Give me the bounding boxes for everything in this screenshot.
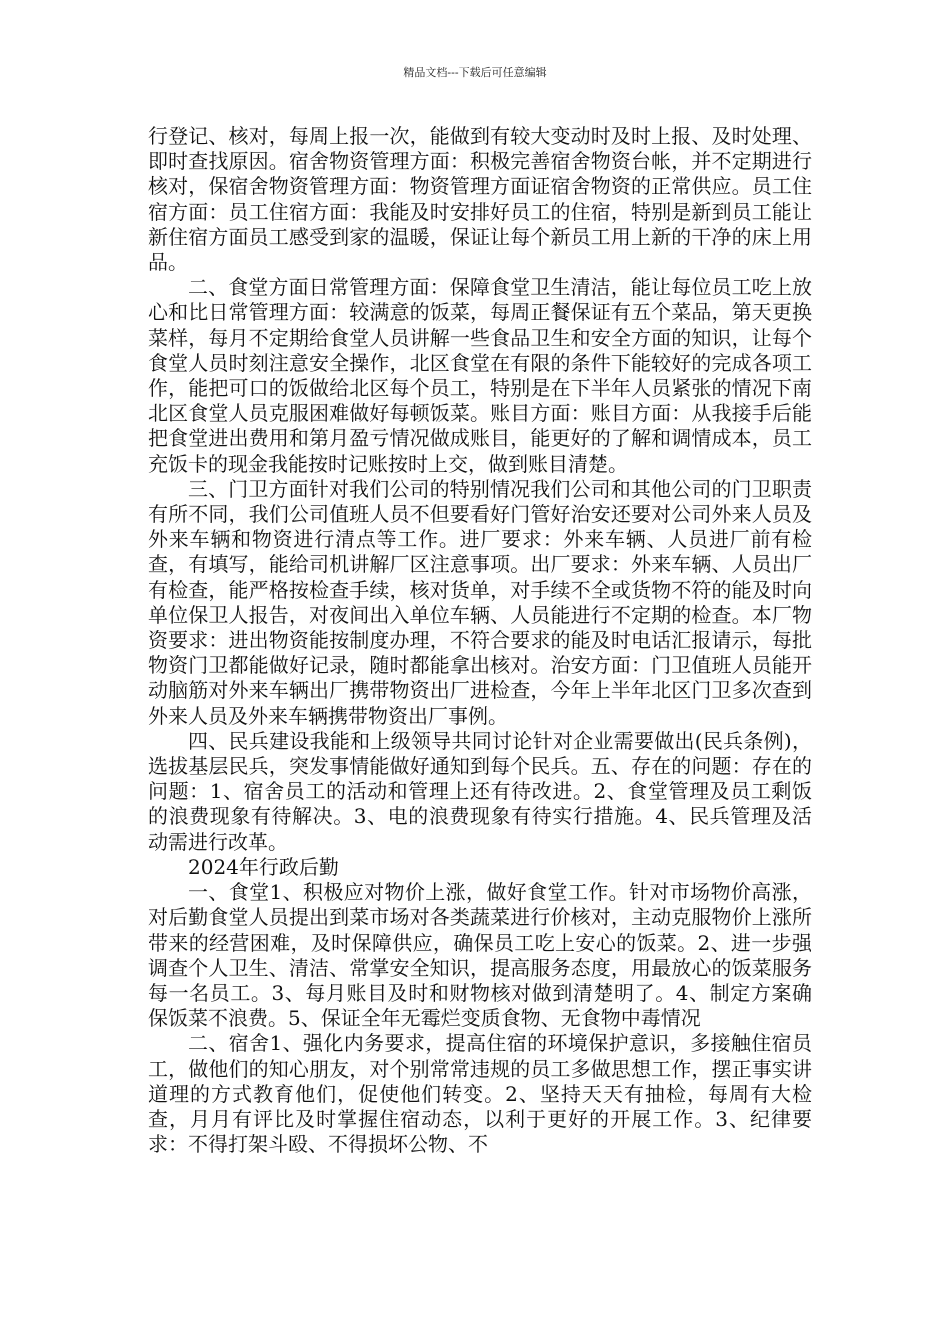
- page-header: 精品文档---下载后可任意编辑: [403, 66, 547, 79]
- document-body: [148, 124, 812, 1157]
- paragraph-gatekeeping: 三、门卫方面针对我们公司的特别情况我们公司和其他公司的门卫职责有所不同，我们公司值班人员不但要看好门管好治安还要对公司外来人员及外来车辆和物资进行清点等工作。进厂要求：外来车辆、人员进厂前有检查，有填写，能给司机讲解厂区注意事项。出厂要求：外来车辆、人员出厂有检查，能严格按检查手续，核对货单，对手续不全或货物不符的能及时向单位保卫人报告，对夜间出入单位车辆、人员能进行不定期的检查。本厂物资要求：进出物资能按制度办理，不符合要求的能及时电话汇报请示，每批物资门卫都能做好记录，随时都能拿出核对。治安方面：门卫值班人员能开动脑筋对外来车辆出厂携带物资出厂进检查，今年上半年北区门卫多次查到外来人员及外来车辆携带物资出厂事例。: [148, 476, 812, 728]
- paragraph-militia-issues: 四、民兵建设我能和上级领导共同讨论针对企业需要做出(民兵条例)，选拔基层民兵，突发事情能做好通知到每个民兵。五、存在的问题：存在的问题：1、宿舍员工的活动和管理上还有待改进。2、食堂管理及员工剩饭的浪费现象有待解决。3、电的浪费现象有待实行措施。4、民兵管理及活动需进行改革。: [148, 728, 812, 854]
- paragraph-plan-canteen: 一、食堂1、积极应对物价上涨，做好食堂工作。针对市场物价高涨，对后勤食堂人员提出到菜市场对各类蔬菜进行价核对，主动克服物价上涨所带来的经营困难，及时保障供应，确保员工吃上安心的饭菜。2、进一步强调查个人卫生、清洁、常掌安全知识，提高服务态度，用最放心的饭菜服务每一名员工。3、每月账目及时和财物核对做到清楚明了。4、制定方案确保饭菜不浪费。5、保证全年无霉烂变质食物、无食物中毒情况: [148, 880, 812, 1031]
- section-heading: 2024年行政后勤: [188, 854, 339, 879]
- paragraph-dorm-management: 行登记、核对，每周上报一次，能做到有较大变动时及时上报、及时处理、即时查找原因。宿舍物资管理方面：积极完善宿舍物资台帐，并不定期进行核对，保宿舍物资管理方面：物资管理方面证宿舍物资的正常供应。员工住宿方面：员工住宿方面：我能及时安排好员工的住宿，特别是新到员工能让新住宿方面员工感受到家的温暖，保证让每个新员工用上新的干净的床上用品。: [148, 124, 812, 275]
- paragraph-plan-dorm: 二、宿舍1、强化内务要求，提高住宿的环境保护意识，多接触住宿员工，做他们的知心朋友，对个别常常违规的员工多做思想工作，摆正事实讲道理的方式教育他们，促使他们转变。2、坚持天天有抽检，每周有大检查，月月有评比及时掌握住宿动态，以利于更好的开展工作。3、纪律要求：不得打架斗殴、不得损坏公物、不: [148, 1031, 812, 1157]
- paragraph-canteen: 二、食堂方面日常管理方面：保障食堂卫生清洁，能让每位员工吃上放心和比日常管理方面：较满意的饭菜，每周正餐保证有五个菜品，第天更换菜样，每月不定期给食堂人员讲解一些食品卫生和安全方面的知识，让每个食堂人员时刻注意安全操作，北区食堂在有限的条件下能较好的完成各项工作，能把可口的饭做给北区每个员工，特别是在下半年人员紧张的情况下南北区食堂人员克服困难做好每顿饭菜。账目方面：账目方面：从我接手后能把食堂进出费用和第月盈亏情况做成账目，能更好的了解和调情成本，员工充饭卡的现金我能按时记账按时上交，做到账目清楚。: [148, 275, 812, 476]
